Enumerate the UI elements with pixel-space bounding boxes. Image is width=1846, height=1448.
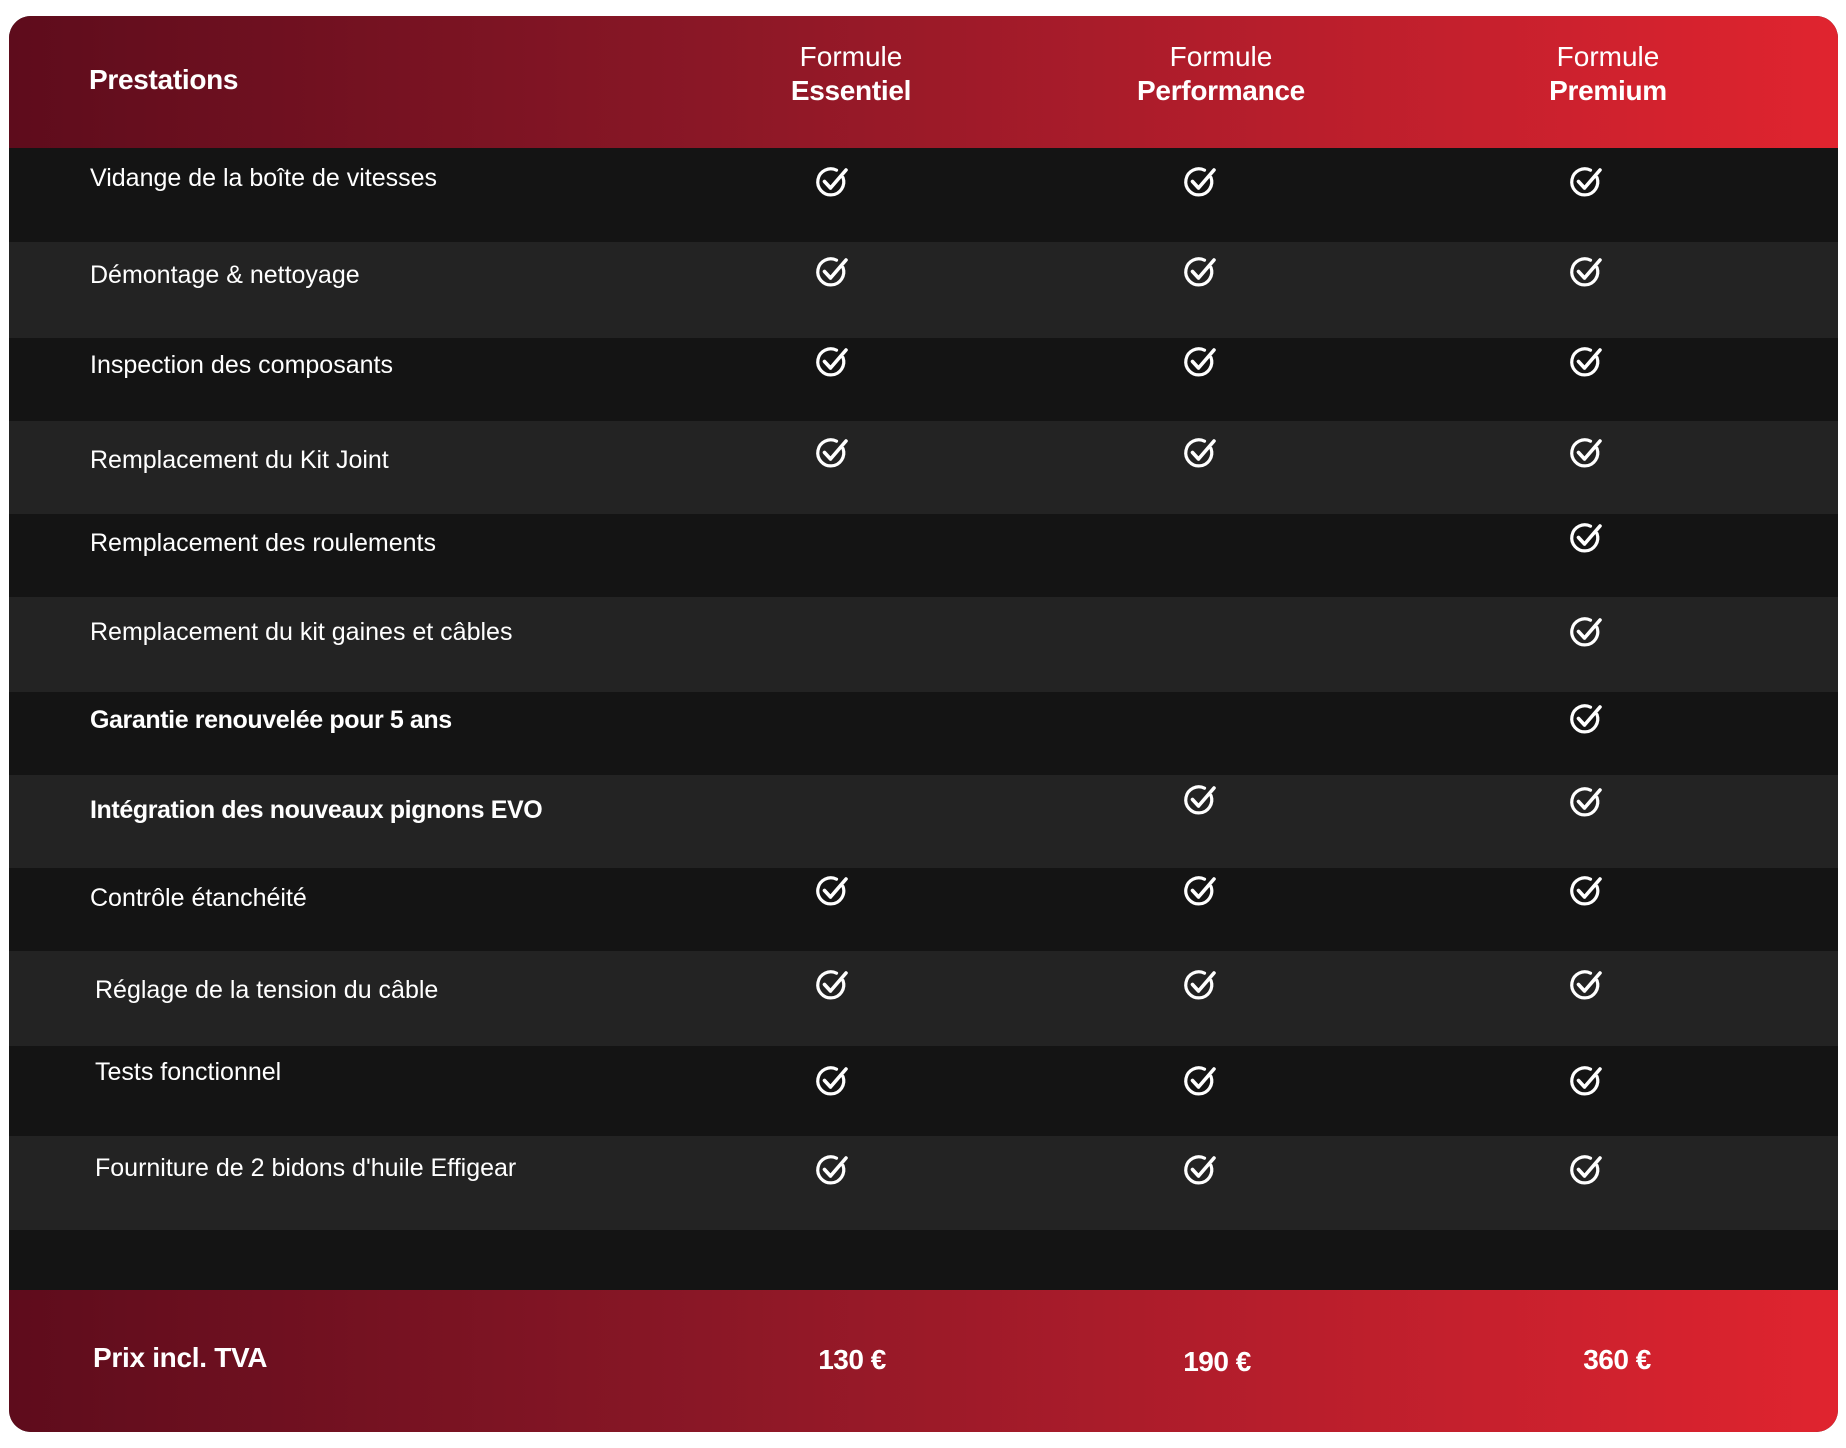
check-circle-icon [814, 164, 850, 200]
formule-essentiel-header [701, 40, 1001, 108]
check-circle-icon [1182, 164, 1218, 200]
check-circle-icon [1568, 344, 1604, 380]
check-circle-icon [814, 254, 850, 290]
table-row [9, 692, 1838, 775]
row-label: Fourniture de 2 bidons d'huile Effigear [95, 1154, 517, 1182]
formule-premium-header [1458, 40, 1758, 108]
table-row [9, 421, 1838, 514]
check-circle-icon [1568, 784, 1604, 820]
row-label: Démontage & nettoyage [90, 261, 360, 289]
table-row [9, 242, 1838, 338]
formule-premium-line1: Formule [1556, 41, 1660, 72]
check-circle-icon [1568, 164, 1604, 200]
table-row [9, 868, 1838, 951]
price-premium: 360 € [1583, 1344, 1651, 1375]
check-circle-icon [1182, 344, 1218, 380]
row-label: Intégration des nouveaux pignons EVO [90, 796, 543, 824]
formule-performance-name: Performance [1137, 75, 1305, 106]
table-footer [9, 1290, 1838, 1432]
check-circle-icon [1568, 967, 1604, 1003]
price-performance: 190 € [1183, 1346, 1251, 1377]
row-label: Contrôle étanchéité [90, 884, 307, 912]
formule-premium-name: Premium [1549, 75, 1667, 106]
check-circle-icon [1568, 873, 1604, 909]
check-circle-icon [1568, 435, 1604, 471]
price-essentiel: 130 € [818, 1344, 886, 1375]
formule-essentiel-line1: Formule [799, 41, 903, 72]
check-circle-icon [1182, 435, 1218, 471]
check-circle-icon [1182, 1063, 1218, 1099]
row-label: Remplacement des roulements [90, 529, 436, 557]
check-circle-icon [1182, 254, 1218, 290]
check-circle-icon [1568, 614, 1604, 650]
table-row [9, 597, 1838, 692]
check-circle-icon [1182, 782, 1218, 818]
row-label: Remplacement du kit gaines et câbles [90, 618, 513, 646]
check-circle-icon [1568, 1063, 1604, 1099]
row-label: Inspection des composants [90, 351, 393, 379]
check-circle-icon [1182, 873, 1218, 909]
prestations-header: Prestations [89, 64, 239, 95]
check-circle-icon [1182, 1152, 1218, 1188]
row-label: Remplacement du Kit Joint [90, 446, 389, 474]
table-row [9, 338, 1838, 421]
table-header [9, 16, 1838, 148]
check-circle-icon [1568, 520, 1604, 556]
price-label: Prix incl. TVA [93, 1342, 268, 1373]
check-circle-icon [814, 1063, 850, 1099]
check-circle-icon [1568, 1152, 1604, 1188]
check-circle-icon [1568, 254, 1604, 290]
table-row [9, 148, 1838, 242]
row-label: Réglage de la tension du câble [95, 976, 439, 1004]
check-circle-icon [814, 873, 850, 909]
row-label: Garantie renouvelée pour 5 ans [90, 706, 452, 734]
check-circle-icon [814, 967, 850, 1003]
formule-performance-line1: Formule [1169, 41, 1273, 72]
pricing-table [9, 16, 1838, 1432]
table-row [9, 1136, 1838, 1230]
check-circle-icon [1568, 701, 1604, 737]
check-circle-icon [814, 1152, 850, 1188]
table-row [9, 775, 1838, 868]
row-label: Tests fonctionnel [95, 1058, 282, 1086]
check-circle-icon [1182, 967, 1218, 1003]
row-label: Vidange de la boîte de vitesses [90, 164, 438, 192]
check-circle-icon [814, 344, 850, 380]
formule-essentiel-name: Essentiel [790, 75, 912, 106]
check-circle-icon [814, 435, 850, 471]
table-row [9, 514, 1838, 597]
table-row [9, 1046, 1838, 1136]
formule-performance-header [1071, 40, 1371, 108]
table-row [9, 951, 1838, 1046]
